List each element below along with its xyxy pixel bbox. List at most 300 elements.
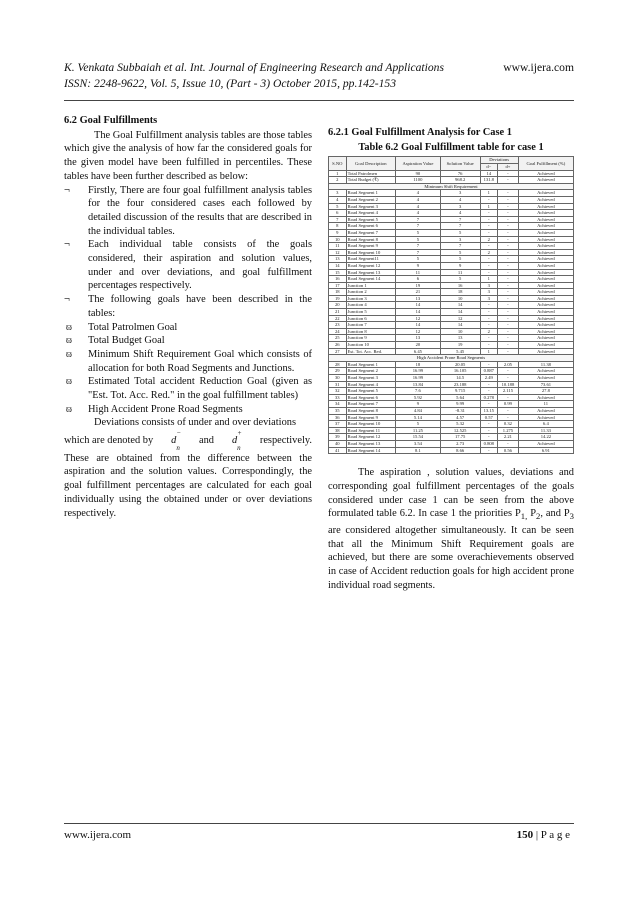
page-header [64, 60, 574, 100]
table-row [329, 348, 574, 355]
table-cell: 8.66 [440, 447, 480, 454]
table-cell: 1 [480, 348, 498, 355]
table-row [329, 309, 574, 316]
header-sno: S.NO [329, 157, 347, 170]
table-cell: 7 [440, 243, 480, 250]
bullet-mark: ¬ [64, 294, 70, 306]
table-cell: Achieved [518, 282, 573, 289]
table-row [329, 203, 574, 210]
table-cell: Est. Tot. Acc. Red. [346, 348, 395, 355]
table-cell: Road Segment 6 [346, 223, 395, 230]
sub-bullet-item [64, 403, 312, 417]
header-dminus: d− [480, 164, 498, 171]
bullet-text: Each individual table consists of the goals considered, their aspiration and solution values, under and over deviations, and goal fulfillment percentages respectively. [88, 239, 312, 292]
table-cell: Junction 3 [346, 295, 395, 302]
table-cell: 16.99 [396, 368, 441, 375]
section-label: Minimum Shift Requirement [329, 183, 574, 190]
table-row [329, 262, 574, 269]
table-cell: Achieved [518, 262, 573, 269]
sub-bullet-text: High Accident Prone Road Segments [88, 403, 243, 415]
table-body-high [329, 361, 574, 453]
table-cell: - [498, 342, 519, 349]
table-cell: - [480, 342, 498, 349]
table-cell: Achieved [518, 309, 573, 316]
table-cell: 35 [329, 407, 347, 414]
table-row [329, 434, 574, 441]
table-cell: Road Segment 1 [346, 190, 395, 197]
table-cell: Achieved [518, 170, 573, 177]
header-rule [64, 100, 574, 101]
under-deviation-symbol: d− $_n$ [171, 429, 182, 452]
table-cell: - [480, 243, 498, 250]
table-cell: 131.8 [480, 177, 498, 184]
right-column [328, 126, 574, 593]
sub-bullet-item [64, 321, 312, 335]
table-cell: - [480, 388, 498, 395]
table-cell: Achieved [518, 440, 573, 447]
left-column [64, 114, 312, 520]
table-cell: Road Segment 3 [346, 375, 395, 382]
table-cell: Achieved [518, 328, 573, 335]
page-number: 150 | P a g e [516, 829, 570, 841]
table-cell: 11.25 [396, 427, 441, 434]
table-cell: 11 [396, 269, 441, 276]
table-cell: 18 [329, 289, 347, 296]
table-cell: Junction 6 [346, 315, 395, 322]
sub-bullet-item [64, 375, 312, 402]
table-cell: 3 [480, 289, 498, 296]
table-cell: 10 [440, 328, 480, 335]
deviations-explanation: These are obtained from the difference between the aspiration and the solution values. Correspondingly, the goal fulfillment percentages are calculated for each goal individually using the obtained under or over deviations respectively. [64, 452, 312, 519]
table-cell: 16 [329, 276, 347, 283]
table-cell: - [480, 322, 498, 329]
table-cell: 13 [396, 335, 441, 342]
table-cell: Achieved [518, 177, 573, 184]
table-cell: Total Patrolmen [346, 170, 395, 177]
bullet-item [64, 238, 312, 293]
table-cell: 17 [329, 282, 347, 289]
table-cell: 9 [329, 229, 347, 236]
table-cell: - [480, 229, 498, 236]
table-cell: Achieved [518, 216, 573, 223]
table-cell: - [498, 210, 519, 217]
table-cell: 6.91 [518, 447, 573, 454]
table-cell: Road Segment 7 [346, 229, 395, 236]
table-cell: - [498, 302, 519, 309]
sub-bullet-text: Total Budget Goal [88, 335, 165, 347]
table-row [329, 249, 574, 256]
table-cell: Achieved [518, 348, 573, 355]
table-cell: Junction 1 [346, 282, 395, 289]
table-cell: 28 [329, 361, 347, 368]
table-cell: 7 [396, 249, 441, 256]
table-cell: 5.45 [440, 348, 480, 355]
sub-bullet-item [64, 348, 312, 375]
table-cell: 21 [329, 309, 347, 316]
table-cell: Achieved [518, 210, 573, 217]
subsection-heading: 6.2.1 Goal Fulfillment Analysis for Case 1 [328, 127, 512, 138]
table-cell: Achieved [518, 256, 573, 263]
table-cell: Road Segment 1 [346, 361, 395, 368]
table-cell: 33 [329, 394, 347, 401]
table-cell: 14 [396, 309, 441, 316]
sub-bullet-text: Total Patrolmen Goal [88, 321, 178, 333]
table-row [329, 381, 574, 388]
table-cell: 1 [480, 203, 498, 210]
table-header-row [329, 157, 574, 164]
table-cell: 14 [329, 262, 347, 269]
table-cell: 3 [440, 236, 480, 243]
table-cell: 5 [396, 236, 441, 243]
header-deviations: Deviations [480, 157, 518, 164]
table-section-min [329, 183, 574, 190]
table-cell: 7 [396, 243, 441, 250]
table-cell: Road Segment 13 [346, 440, 395, 447]
table-cell: Road Segment 7 [346, 401, 395, 408]
table-row [329, 210, 574, 217]
table-cell: - [480, 381, 498, 388]
table-row [329, 440, 574, 447]
table-cell: Road Segment 6 [346, 394, 395, 401]
table-row [329, 342, 574, 349]
table-cell: Road Segment 8 [346, 236, 395, 243]
table-cell: 12 [396, 315, 441, 322]
table-cell: 15.54 [396, 434, 441, 441]
table-cell: - [498, 368, 519, 375]
table-cell: 7.6 [396, 388, 441, 395]
table-row [329, 401, 574, 408]
table-cell: Achieved [518, 342, 573, 349]
header-url-link[interactable]: www.ijera.com [503, 61, 574, 74]
table-cell: - [498, 223, 519, 230]
bullet-item [64, 184, 312, 239]
table-row [329, 427, 574, 434]
table-row [329, 447, 574, 454]
table-cell: - [498, 177, 519, 184]
table-cell: - [498, 282, 519, 289]
table-cell: Achieved [518, 368, 573, 375]
table-body-top [329, 170, 574, 183]
table-row [329, 177, 574, 184]
table-cell: 1 [480, 190, 498, 197]
table-cell: 22 [329, 315, 347, 322]
table-cell: Road Segment 2 [346, 368, 395, 375]
table-row [329, 256, 574, 263]
header-solution: Solution Value [440, 157, 480, 170]
table-cell: 27.8 [518, 388, 573, 395]
section-row [329, 355, 574, 362]
table-cell: 23.188 [440, 381, 480, 388]
table-row [329, 282, 574, 289]
table-cell: 4 [440, 196, 480, 203]
table-cell: 4 [396, 190, 441, 197]
table-cell: - [480, 315, 498, 322]
table-cell: 2 [480, 236, 498, 243]
table-cell: 7 [440, 223, 480, 230]
table-cell: 9 [440, 262, 480, 269]
table-cell: - [498, 348, 519, 355]
table-cell: 0.278 [480, 394, 498, 401]
table-cell: 0.99 [498, 401, 519, 408]
table-cell: Achieved [518, 295, 573, 302]
table-cell: - [498, 407, 519, 414]
goal-fulfillment-table [328, 156, 574, 454]
table-row [329, 375, 574, 382]
intro-paragraph: The Goal Fulfillment analysis tables are those tables which give the analysis of how far the considered goals for the given model have been fulfilled in percentiles. These tables have been further described as below: [64, 129, 312, 182]
table-cell: 7 [440, 216, 480, 223]
table-cell: 14 [396, 322, 441, 329]
table-row [329, 216, 574, 223]
table-cell: Achieved [518, 302, 573, 309]
deviation-respectively-text: respectively. [259, 435, 312, 447]
table-cell: 76 [440, 170, 480, 177]
table-cell: 10.188 [498, 381, 519, 388]
table-cell: 2 [329, 177, 347, 184]
table-cell: 7 [396, 216, 441, 223]
table-cell: 6 [396, 276, 441, 283]
header-fulfillment: Goal Fulfillment (%) [518, 157, 573, 170]
table-cell: - [498, 229, 519, 236]
table-cell: Achieved [518, 414, 573, 421]
table-cell: 23 [329, 322, 347, 329]
table-cell: 29 [329, 368, 347, 375]
table-cell: - [480, 447, 498, 454]
table-cell: Junction 7 [346, 322, 395, 329]
table-cell: 36 [329, 414, 347, 421]
table-cell: Road Segment 4 [346, 381, 395, 388]
page-footer [64, 826, 574, 844]
sub-bullet-text: Minimum Shift Requirement Goal which consists of allocation for both Road Segments and Junctions. [88, 348, 312, 374]
table-cell: 13.84 [396, 381, 441, 388]
table-body-acc-red [329, 348, 574, 355]
table-cell: - [498, 315, 519, 322]
footer-url-link[interactable]: www.ijera.com [64, 829, 132, 841]
table-row [329, 196, 574, 203]
table-cell: Junction 4 [346, 302, 395, 309]
table-cell: 13 [440, 335, 480, 342]
table-cell: - [498, 256, 519, 263]
table-cell: Achieved [518, 269, 573, 276]
table-cell: 9 [396, 262, 441, 269]
table-cell: 32 [329, 388, 347, 395]
table-cell: 14.5 [440, 375, 480, 382]
table-cell: Achieved [518, 315, 573, 322]
table-cell: Achieved [518, 243, 573, 250]
table-cell: 14 [440, 322, 480, 329]
table-cell: 12 [396, 328, 441, 335]
table-cell: - [498, 216, 519, 223]
table-body-min [329, 190, 574, 348]
bullet-text: Firstly, There are four goal fulfillment analysis tables for the four considered cases each followed by detailed discussion of the results that are described in the individual tables. [88, 184, 312, 237]
table-cell: Road Segment 13 [346, 269, 395, 276]
table-cell: 27 [329, 348, 347, 355]
table-cell: 0.887 [480, 368, 498, 375]
table-cell: Road Segment 9 [346, 414, 395, 421]
bullet-text: The following goals have been described in the tables: [88, 294, 312, 319]
table-cell: - [498, 203, 519, 210]
sub-bullet-mark: ϖ [66, 321, 72, 332]
table-cell: 1100 [396, 177, 441, 184]
sub-bullet-item [64, 334, 312, 348]
table-cell: 6 [329, 210, 347, 217]
table-cell: 4.57 [440, 414, 480, 421]
table-cell: 39 [329, 434, 347, 441]
table-row [329, 302, 574, 309]
table-cell: 73.61 [518, 381, 573, 388]
table-cell: 15 [329, 269, 347, 276]
table-cell: 4 [396, 210, 441, 217]
table-row [329, 243, 574, 250]
table-row [329, 236, 574, 243]
table-cell: - [480, 361, 498, 368]
table-cell: Achieved [518, 394, 573, 401]
table-cell: 2.115 [498, 388, 519, 395]
table-cell: 13 [396, 295, 441, 302]
deviation-which-text: which are denoted by [64, 435, 154, 447]
table-cell: 0.808 [480, 440, 498, 447]
table-cell: 9 [396, 401, 441, 408]
table-cell: - [498, 394, 519, 401]
table-cell: 1 [480, 276, 498, 283]
table-cell: 14 [480, 170, 498, 177]
bullet-item [64, 293, 312, 320]
table-cell: Road Segment 14 [346, 276, 395, 283]
table-row [329, 229, 574, 236]
table-cell: 14.22 [518, 434, 573, 441]
table-cell: Road Segment 12 [346, 262, 395, 269]
table-cell: 38 [329, 427, 347, 434]
table-cell: 13 [329, 256, 347, 263]
table-cell: Achieved [518, 276, 573, 283]
table-row [329, 328, 574, 335]
table-row [329, 407, 574, 414]
table-cell: Junction 5 [346, 309, 395, 316]
table-cell: - [498, 170, 519, 177]
table-cell: 5.92 [396, 394, 441, 401]
table-cell: -8.31 [440, 407, 480, 414]
table-cell: Total Budget (₹) [346, 177, 395, 184]
table-cell: 3 [440, 203, 480, 210]
table-cell: 21 [396, 289, 441, 296]
over-deviation-symbol: d+ $_n$ [231, 429, 242, 452]
sub-bullet-mark: ϖ [66, 335, 72, 346]
table-row [329, 388, 574, 395]
table-cell: 5 [396, 256, 441, 263]
sub-bullet-text: Estimated Total accident Reduction Goal (given as "Est. Tot. Acc. Red." in the goal fulfillment tables) [88, 376, 312, 402]
table-cell: - [498, 414, 519, 421]
table-cell: Achieved [518, 335, 573, 342]
table-cell: 16 [440, 282, 480, 289]
table-cell: 14 [440, 309, 480, 316]
table-cell: 5.14 [396, 414, 441, 421]
table-row [329, 289, 574, 296]
table-cell: 5 [329, 203, 347, 210]
table-cell: Junction 2 [346, 289, 395, 296]
table-cell: - [498, 190, 519, 197]
table-caption: Table 6.2 Goal Fulfillment table for case 1 [358, 141, 544, 153]
table-cell: 18 [396, 361, 441, 368]
table-cell: 2 [480, 328, 498, 335]
table-cell: 9.99 [440, 401, 480, 408]
table-row [329, 276, 574, 283]
table-cell: 6.4 [518, 421, 573, 428]
table-cell: 1 [329, 170, 347, 177]
table-cell: 5 [440, 249, 480, 256]
table-row [329, 335, 574, 342]
table-cell: Road Segment 14 [346, 447, 395, 454]
table-cell: 2.73 [440, 440, 480, 447]
table-cell: - [480, 269, 498, 276]
section-row [329, 183, 574, 190]
header-aspiration: Aspiration Value [396, 157, 441, 170]
table-cell: 9.715 [440, 388, 480, 395]
bullet-mark: ¬ [64, 239, 70, 251]
table-cell: - [498, 375, 519, 382]
table-cell: Junction 10 [346, 342, 395, 349]
table-cell: Road Segment 2 [346, 196, 395, 203]
header-goal: Goal Description [346, 157, 395, 170]
table-cell: 19 [396, 282, 441, 289]
table-cell: 16.105 [440, 368, 480, 375]
table-cell: Achieved [518, 223, 573, 230]
table-cell: - [480, 216, 498, 223]
table-cell: 3 [480, 282, 498, 289]
table-cell: 5 [440, 256, 480, 263]
table-cell: 2.21 [498, 434, 519, 441]
table-cell: 10 [440, 295, 480, 302]
table-cell: - [498, 309, 519, 316]
table-cell: - [498, 249, 519, 256]
table-row [329, 421, 574, 428]
footer-rule [64, 823, 574, 824]
table-cell: 12 [440, 315, 480, 322]
table-cell: 90 [396, 170, 441, 177]
table-cell: 34 [329, 401, 347, 408]
table-cell: - [498, 262, 519, 269]
table-cell: - [498, 289, 519, 296]
table-cell: Junction 9 [346, 335, 395, 342]
table-cell: 8 [329, 223, 347, 230]
table-cell: Achieved [518, 375, 573, 382]
table-cell: Road Segment 8 [346, 407, 395, 414]
table-cell: Achieved [518, 203, 573, 210]
table-cell: 7 [329, 216, 347, 223]
table-row [329, 315, 574, 322]
table-cell: 13.15 [480, 407, 498, 414]
table-cell: Achieved [518, 229, 573, 236]
table-cell: 14 [396, 302, 441, 309]
table-cell: 20.05 [440, 361, 480, 368]
table-row [329, 170, 574, 177]
table-cell: 8.1 [396, 447, 441, 454]
table-cell: 20 [329, 302, 347, 309]
table-cell: 5 [396, 229, 441, 236]
table-cell: - [480, 196, 498, 203]
table-cell: Achieved [518, 407, 573, 414]
table-cell: Achieved [518, 249, 573, 256]
table-cell: 2.49 [480, 375, 498, 382]
table-cell: - [480, 421, 498, 428]
table-cell: 11 [518, 401, 573, 408]
table-cell: Achieved [518, 236, 573, 243]
header-dplus: d+ [498, 164, 519, 171]
table-row [329, 269, 574, 276]
table-cell: 1.275 [498, 427, 519, 434]
table-cell: 40 [329, 440, 347, 447]
table-cell: 12.525 [440, 427, 480, 434]
table-cell: 5.32 [440, 421, 480, 428]
table-cell: Road Segment 10 [346, 249, 395, 256]
